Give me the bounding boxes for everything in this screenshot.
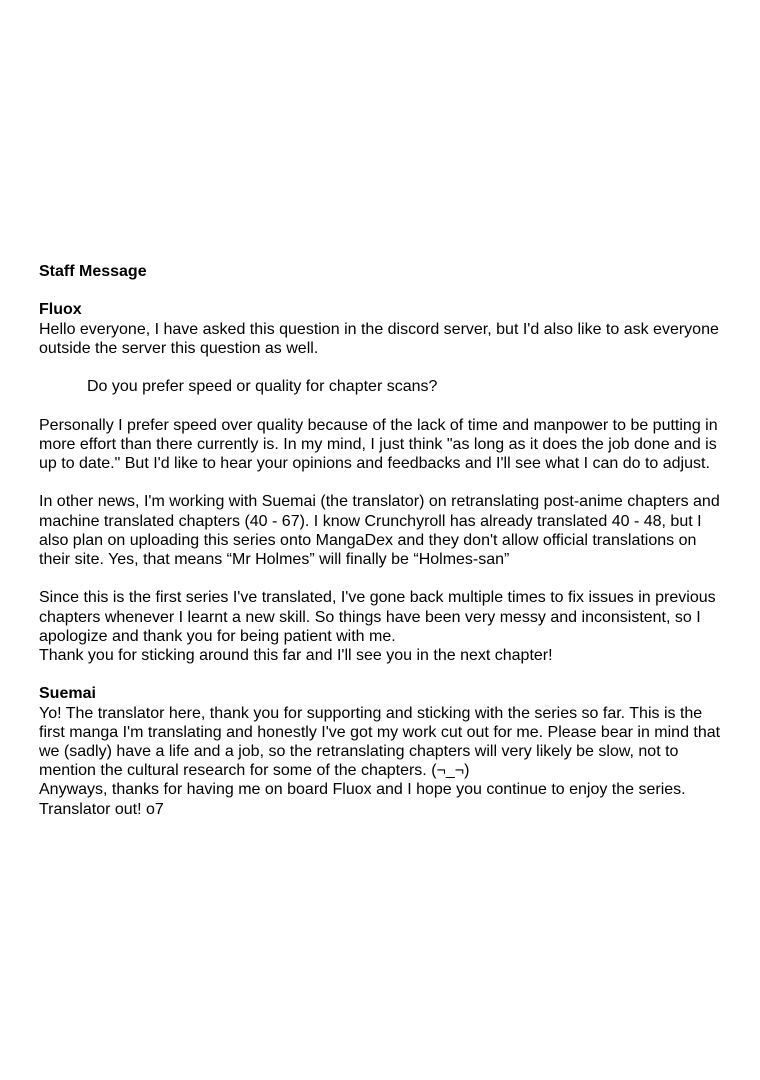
paragraph: Translator out! o7	[39, 800, 164, 818]
paragraph: Yo! The translator here, thank you for supporting and sticking with the series so far. This is the first manga I'm translating and honestly I've got my work cut out for me. Please bear in mind that we (sadly) have a life and a job, so the retranslating chapters will very likely be slow, not to mention the cultural research for some of the chapters. (¬_¬)	[39, 704, 721, 780]
spacer	[39, 569, 729, 588]
spacer	[39, 665, 729, 684]
section-author-suemai: Suemai	[39, 685, 96, 703]
paragraph: Thank you for sticking around this far and I'll see you in the next chapter!	[39, 646, 553, 664]
paragraph: Since this is the first series I've translated, I've gone back multiple times to fix issues in previous chapters whenever I learnt a new skill. So things have been very messy and inconsistent, so I apologize and thank you for being patient with me.	[39, 589, 716, 645]
spacer	[39, 473, 729, 492]
spacer	[39, 396, 729, 415]
spacer	[39, 358, 729, 377]
page-title: Staff Message	[39, 263, 147, 280]
paragraph: Personally I prefer speed over quality because of the lack of time and manpower to be putting in more effort than there currently is. In my mind, I just think "as long as it does the job done and is up to date." But I'd like to hear your opinions and feedbacks and I'll see what I can do to adjust.	[39, 416, 718, 472]
question-paragraph: Do you prefer speed or quality for chapter scans?	[87, 378, 438, 396]
spacer	[39, 281, 729, 300]
section-author-fluox: Fluox	[39, 301, 82, 319]
paragraph: Anyways, thanks for having me on board Fluox and I hope you continue to enjoy the series.	[39, 781, 686, 799]
staff-message-document	[39, 262, 729, 819]
paragraph: In other news, I'm working with Suemai (the translator) on retranslating post-anime chapters and machine translated chapters (40 - 67). I know Crunchyroll has already translated 40 - 48, but I also plan on uploading this series onto MangaDex and they don't allow official translations on their site. Yes, that means “Mr Holmes” will finally be “Holmes-san”	[39, 493, 720, 568]
paragraph: Hello everyone, I have asked this question in the discord server, but I'd also like to ask everyone outside the server this question as well.	[39, 320, 719, 357]
